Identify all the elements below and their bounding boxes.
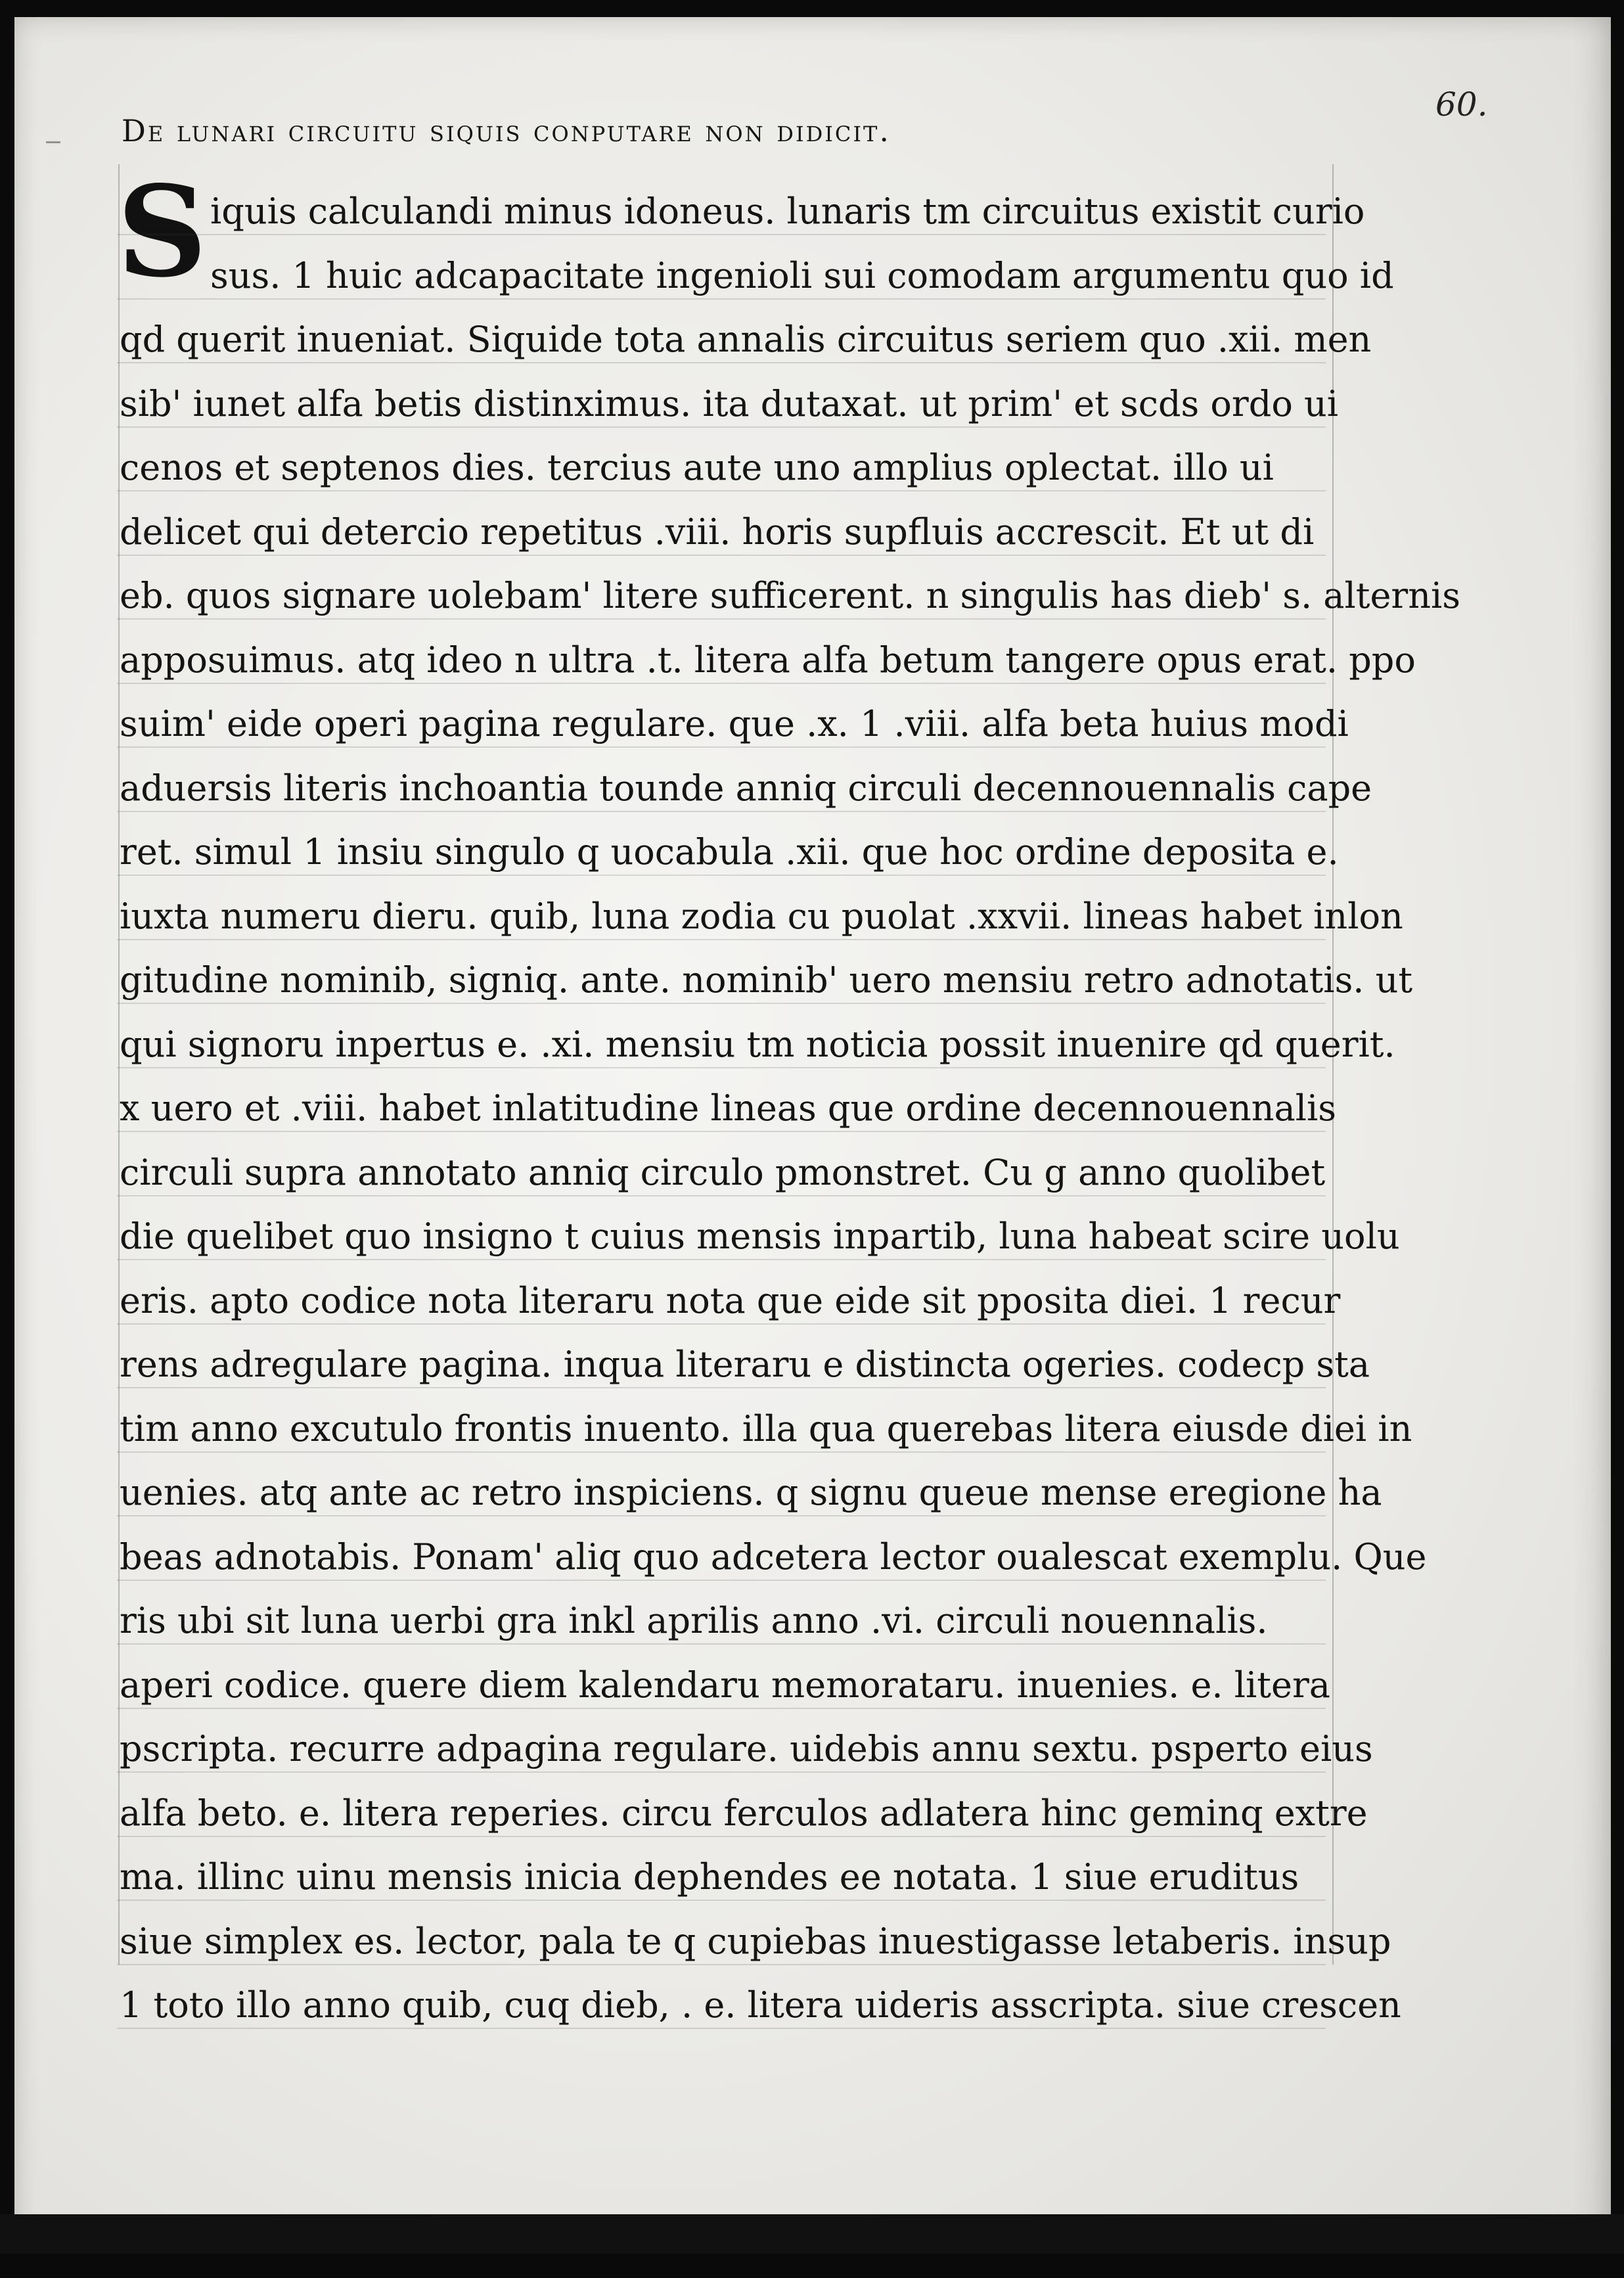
text-line: 1 toto illo anno quib, cuq dieb, . e. litera uideris asscripta. siue crescen xyxy=(120,1984,1401,2026)
text-line: pscripta. recurre adpagina regulare. uidebis annu sextu. psperto eius xyxy=(120,1728,1373,1769)
text-line: iuxta numeru dieru. quib, luna zodia cu puolat .xxvii. lineas habet inlon xyxy=(120,896,1403,937)
text-line: ris ubi sit luna uerbi gra inkl aprilis anno .vi. circuli nouennalis. xyxy=(120,1600,1268,1641)
text-line: suim' eide operi pagina regulare. que .x. 1 .viii. alfa beta huius modi xyxy=(120,703,1349,744)
text-line: qui signoru inpertus e. .xi. mensiu tm noticia possit inuenire qd querit. xyxy=(120,1024,1395,1065)
text-line: tim anno excutulo frontis inuento. illa qua querebas litera eiusde diei in xyxy=(120,1408,1412,1449)
chapter-rubric: De lunari circuitu siquis conputare non didicit. xyxy=(122,113,891,148)
text-line: apposuimus. atq ideo n ultra .t. litera alfa betum tangere opus erat. ppo xyxy=(120,639,1416,681)
folio-number: 60. xyxy=(1435,85,1488,124)
text-line: eb. quos signare uolebam' litere sufficerent. n singulis has dieb' s. alternis xyxy=(120,575,1461,616)
text-line: circuli supra annotato anniq circulo pmonstret. Cu g anno quolibet xyxy=(120,1152,1326,1193)
text-line: x uero et .viii. habet inlatitudine lineas que ordine decennouennalis xyxy=(120,1087,1336,1129)
pricking-mark xyxy=(46,141,60,143)
text-line: aduersis literis inchoantia tounde anniq circuli decennouennalis cape xyxy=(120,767,1372,809)
text-line: qd querit inueniat. Siquide tota annalis circuitus seriem quo .xii. men xyxy=(120,319,1372,360)
text-line: sus. 1 huic adcapacitate ingenioli sui comodam argumentu quo id xyxy=(210,255,1394,296)
text-line: uenies. atq ante ac retro inspiciens. q signu queue mense eregione ha xyxy=(120,1472,1382,1513)
text-line: siue simplex es. lector, pala te q cupiebas inuestigasse letaberis. insup xyxy=(120,1921,1391,1962)
text-line: die quelibet quo insigno t cuius mensis inpartib, luna habeat scire uolu xyxy=(120,1216,1400,1257)
text-line: delicet qui detercio repetitus .viii. horis supfluis accrescit. Et ut di xyxy=(120,511,1315,553)
text-line: ret. simul 1 insiu singulo q uocabula .xii. que hoc ordine deposita e. xyxy=(120,831,1339,873)
text-line: ma. illinc uinu mensis inicia dephendes ee notata. 1 siue eruditus xyxy=(120,1856,1299,1898)
text-line: iquis calculandi minus idoneus. lunaris tm circuitus existit curio xyxy=(210,191,1365,232)
decorated-initial: S xyxy=(117,158,208,305)
text-line: eris. apto codice nota literaru nota que eide sit pposita diei. 1 recur xyxy=(120,1280,1341,1321)
text-line: gitudine nominib, signiq. ante. nominib' uero mensiu retro adnotatis. ut xyxy=(120,959,1413,1001)
text-line: sib' iunet alfa betis distinximus. ita dutaxat. ut prim' et scds ordo ui xyxy=(120,383,1339,424)
text-line: aperi codice. quere diem kalendaru memorataru. inuenies. e. litera xyxy=(120,1664,1330,1706)
text-line: cenos et septenos dies. tercius aute uno amplius oplectat. illo ui xyxy=(120,447,1274,488)
text-line: beas adnotabis. Ponam' aliq quo adcetera lector oualescat exemplu. Que xyxy=(120,1536,1427,1578)
text-line: rens adregulare pagina. inqua literaru e distincta ogeries. codecp sta xyxy=(120,1344,1370,1385)
text-line: alfa beto. e. litera reperies. circu ferculos adlatera hinc geminq extre xyxy=(120,1792,1368,1834)
photo-bottom-edge xyxy=(0,2214,1624,2254)
